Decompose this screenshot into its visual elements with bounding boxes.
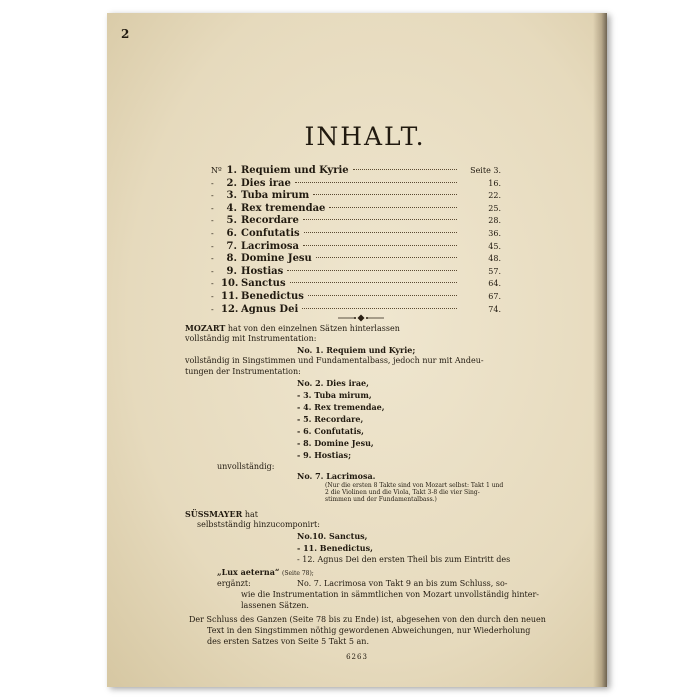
partial-item: - 9. Hostias; — [297, 450, 352, 460]
toc-leader-dots — [313, 194, 457, 195]
mozart-name: MOZART — [185, 323, 226, 333]
toc-page: 67. — [488, 291, 501, 301]
plate-number: 6263 — [346, 653, 368, 661]
suessmayer-intro-line — [185, 509, 258, 521]
toc-prefix: Nº — [211, 166, 222, 175]
toc-leader-dots — [302, 308, 457, 309]
lux-aeterna-line — [217, 567, 314, 579]
partial-item: - 3. Tuba mirum, — [297, 390, 372, 400]
toc-title: Lacrimosa — [241, 240, 300, 252]
toc-page: 25. — [488, 203, 501, 213]
erganzt-line: lassenen Sätzen. — [241, 601, 309, 610]
toc-leader-dots — [287, 270, 457, 271]
lux-aeterna-ref: (Seite 78); — [282, 570, 314, 577]
toc-entry — [211, 241, 501, 254]
toc-number: 4. — [226, 202, 237, 214]
toc-prefix: - — [211, 266, 214, 276]
toc-leader-dots — [303, 245, 457, 246]
suessmayer-item: No.10. Sanctus, — [297, 531, 368, 541]
toc-page: 45. — [488, 241, 501, 251]
partial-label: vollständig in Singstimmen und Fundamentalbass, jedoch nur mit Andeu- — [185, 356, 484, 365]
toc-prefix: - — [211, 228, 214, 238]
toc-number: 7. — [226, 240, 237, 252]
suessmayer-item: - 12. Agnus Dei den ersten Theil bis zum Eintritt des — [297, 555, 511, 564]
toc-title: Rex tremendae — [241, 202, 326, 214]
toc-number: 6. — [226, 227, 237, 239]
closing-line: Der Schluss des Ganzen (Seite 78 bis zu Ende) ist, abgesehen von den durch den neuen — [189, 615, 546, 624]
toc-entry — [211, 253, 501, 266]
mozart-intro-line — [185, 323, 400, 335]
toc-number: 5. — [226, 215, 237, 227]
toc-title: Tuba mirum — [241, 190, 310, 202]
toc-entry — [211, 291, 501, 304]
toc-page: 16. — [488, 178, 501, 188]
toc-title: Domine Jesu — [241, 253, 312, 265]
toc-entry — [211, 190, 501, 203]
toc-entry — [211, 165, 501, 178]
toc-prefix: - — [211, 178, 214, 188]
partial-item: - 5. Recordare, — [297, 414, 364, 424]
complete-item: No. 1. Requiem und Kyrie; — [297, 345, 416, 355]
toc-leader-dots — [295, 182, 457, 183]
toc-number: 9. — [226, 265, 237, 277]
toc-prefix: - — [211, 216, 214, 226]
toc-page: 22. — [488, 191, 501, 201]
toc-entry — [211, 266, 501, 279]
toc-entry — [211, 203, 501, 216]
toc-page: Seite 3. — [470, 166, 501, 175]
partial-item: - 8. Domine Jesu, — [297, 438, 374, 448]
erganzt-line: wie die Instrumentation in sämmtlichen von Mozart unvollständig hinter- — [241, 590, 539, 599]
toc-prefix: - — [211, 203, 214, 213]
toc-entry — [211, 178, 501, 191]
toc-title: Hostias — [241, 265, 284, 277]
partial-item: No. 2. Dies irae, — [297, 378, 369, 388]
toc-number: 10. — [221, 278, 239, 290]
toc-page: 48. — [488, 254, 501, 264]
toc-title: Benedictus — [241, 290, 304, 302]
toc-number: 11. — [221, 290, 239, 302]
toc-number: 1. — [226, 165, 237, 176]
toc-number: 3. — [226, 190, 237, 202]
toc-title: Confutatis — [241, 227, 300, 239]
toc-leader-dots — [303, 219, 457, 220]
score-page — [107, 13, 607, 687]
page-spine-shadow — [593, 13, 607, 687]
page-title — [107, 122, 607, 151]
suessmayer-intro: hat — [244, 510, 258, 519]
erganzt-label: ergänzt: — [217, 579, 251, 588]
toc-title: Agnus Dei — [241, 303, 299, 315]
toc-page: 36. — [488, 228, 501, 238]
incomplete-note: (Nur die ersten 8 Takte sind von Mozart selbst: Takt 1 und — [325, 482, 504, 489]
toc-title: Sanctus — [241, 278, 286, 290]
table-of-contents — [211, 165, 501, 316]
toc-number: 2. — [226, 177, 237, 189]
suessmayer-item: - 11. Benedictus, — [297, 543, 373, 553]
toc-prefix: - — [211, 279, 214, 289]
toc-number: 12. — [221, 303, 239, 315]
erganzt-line: No. 7. Lacrimosa von Takt 9 an bis zum Schluss, so- — [297, 579, 508, 588]
suessmayer-name: SÜSSMAYER — [185, 509, 243, 519]
toc-title: Dies irae — [241, 177, 291, 189]
toc-entry — [211, 228, 501, 241]
mozart-intro: hat von den einzelnen Sätzen hinterlassen — [227, 324, 400, 333]
incomplete-note: stimmen und der Fundamentalbass.) — [325, 496, 437, 503]
suessmayer-label: selbstständig hinzucomponirt: — [197, 520, 320, 529]
toc-leader-dots — [304, 232, 457, 233]
toc-prefix: - — [211, 254, 214, 264]
toc-title: Recordare — [241, 215, 299, 227]
toc-entry — [211, 278, 501, 291]
incomplete-note: 2 die Violinen und die Viola, Takt 3-8 die vier Sing- — [325, 489, 480, 496]
partial-item: - 6. Confutatis, — [297, 426, 364, 436]
toc-page: 28. — [488, 216, 501, 226]
closing-line: Text in den Singstimmen nöthig gewordenen Abweichungen, nur Wiederholung — [207, 626, 531, 635]
ornament-divider-icon — [336, 313, 386, 323]
toc-title: Requiem und Kyrie — [241, 165, 349, 176]
toc-number: 8. — [226, 253, 237, 265]
toc-prefix: - — [211, 241, 214, 251]
incomplete-item: No. 7. Lacrimosa. — [297, 471, 376, 481]
incomplete-label: unvollständig: — [217, 462, 275, 471]
toc-prefix: - — [211, 304, 214, 314]
toc-leader-dots — [308, 295, 457, 296]
toc-page: 57. — [488, 266, 501, 276]
partial-label-2: tungen der Instrumentation: — [185, 367, 301, 376]
toc-prefix: - — [211, 191, 214, 201]
toc-leader-dots — [316, 257, 457, 258]
closing-line: des ersten Satzes von Seite 5 Takt 5 an. — [207, 637, 369, 646]
toc-leader-dots — [329, 207, 457, 208]
heading-text: INHALT. — [304, 122, 426, 151]
toc-page: 74. — [488, 304, 501, 314]
toc-prefix: - — [211, 291, 214, 301]
toc-leader-dots — [353, 169, 457, 170]
complete-label: vollständig mit Instrumentation: — [185, 334, 317, 343]
toc-leader-dots — [290, 282, 457, 283]
page-number: 2 — [121, 27, 130, 41]
partial-item: - 4. Rex tremendae, — [297, 402, 385, 412]
toc-page: 64. — [488, 279, 501, 289]
toc-entry — [211, 215, 501, 228]
lux-aeterna: „Lux aeterna“ — [217, 567, 280, 577]
